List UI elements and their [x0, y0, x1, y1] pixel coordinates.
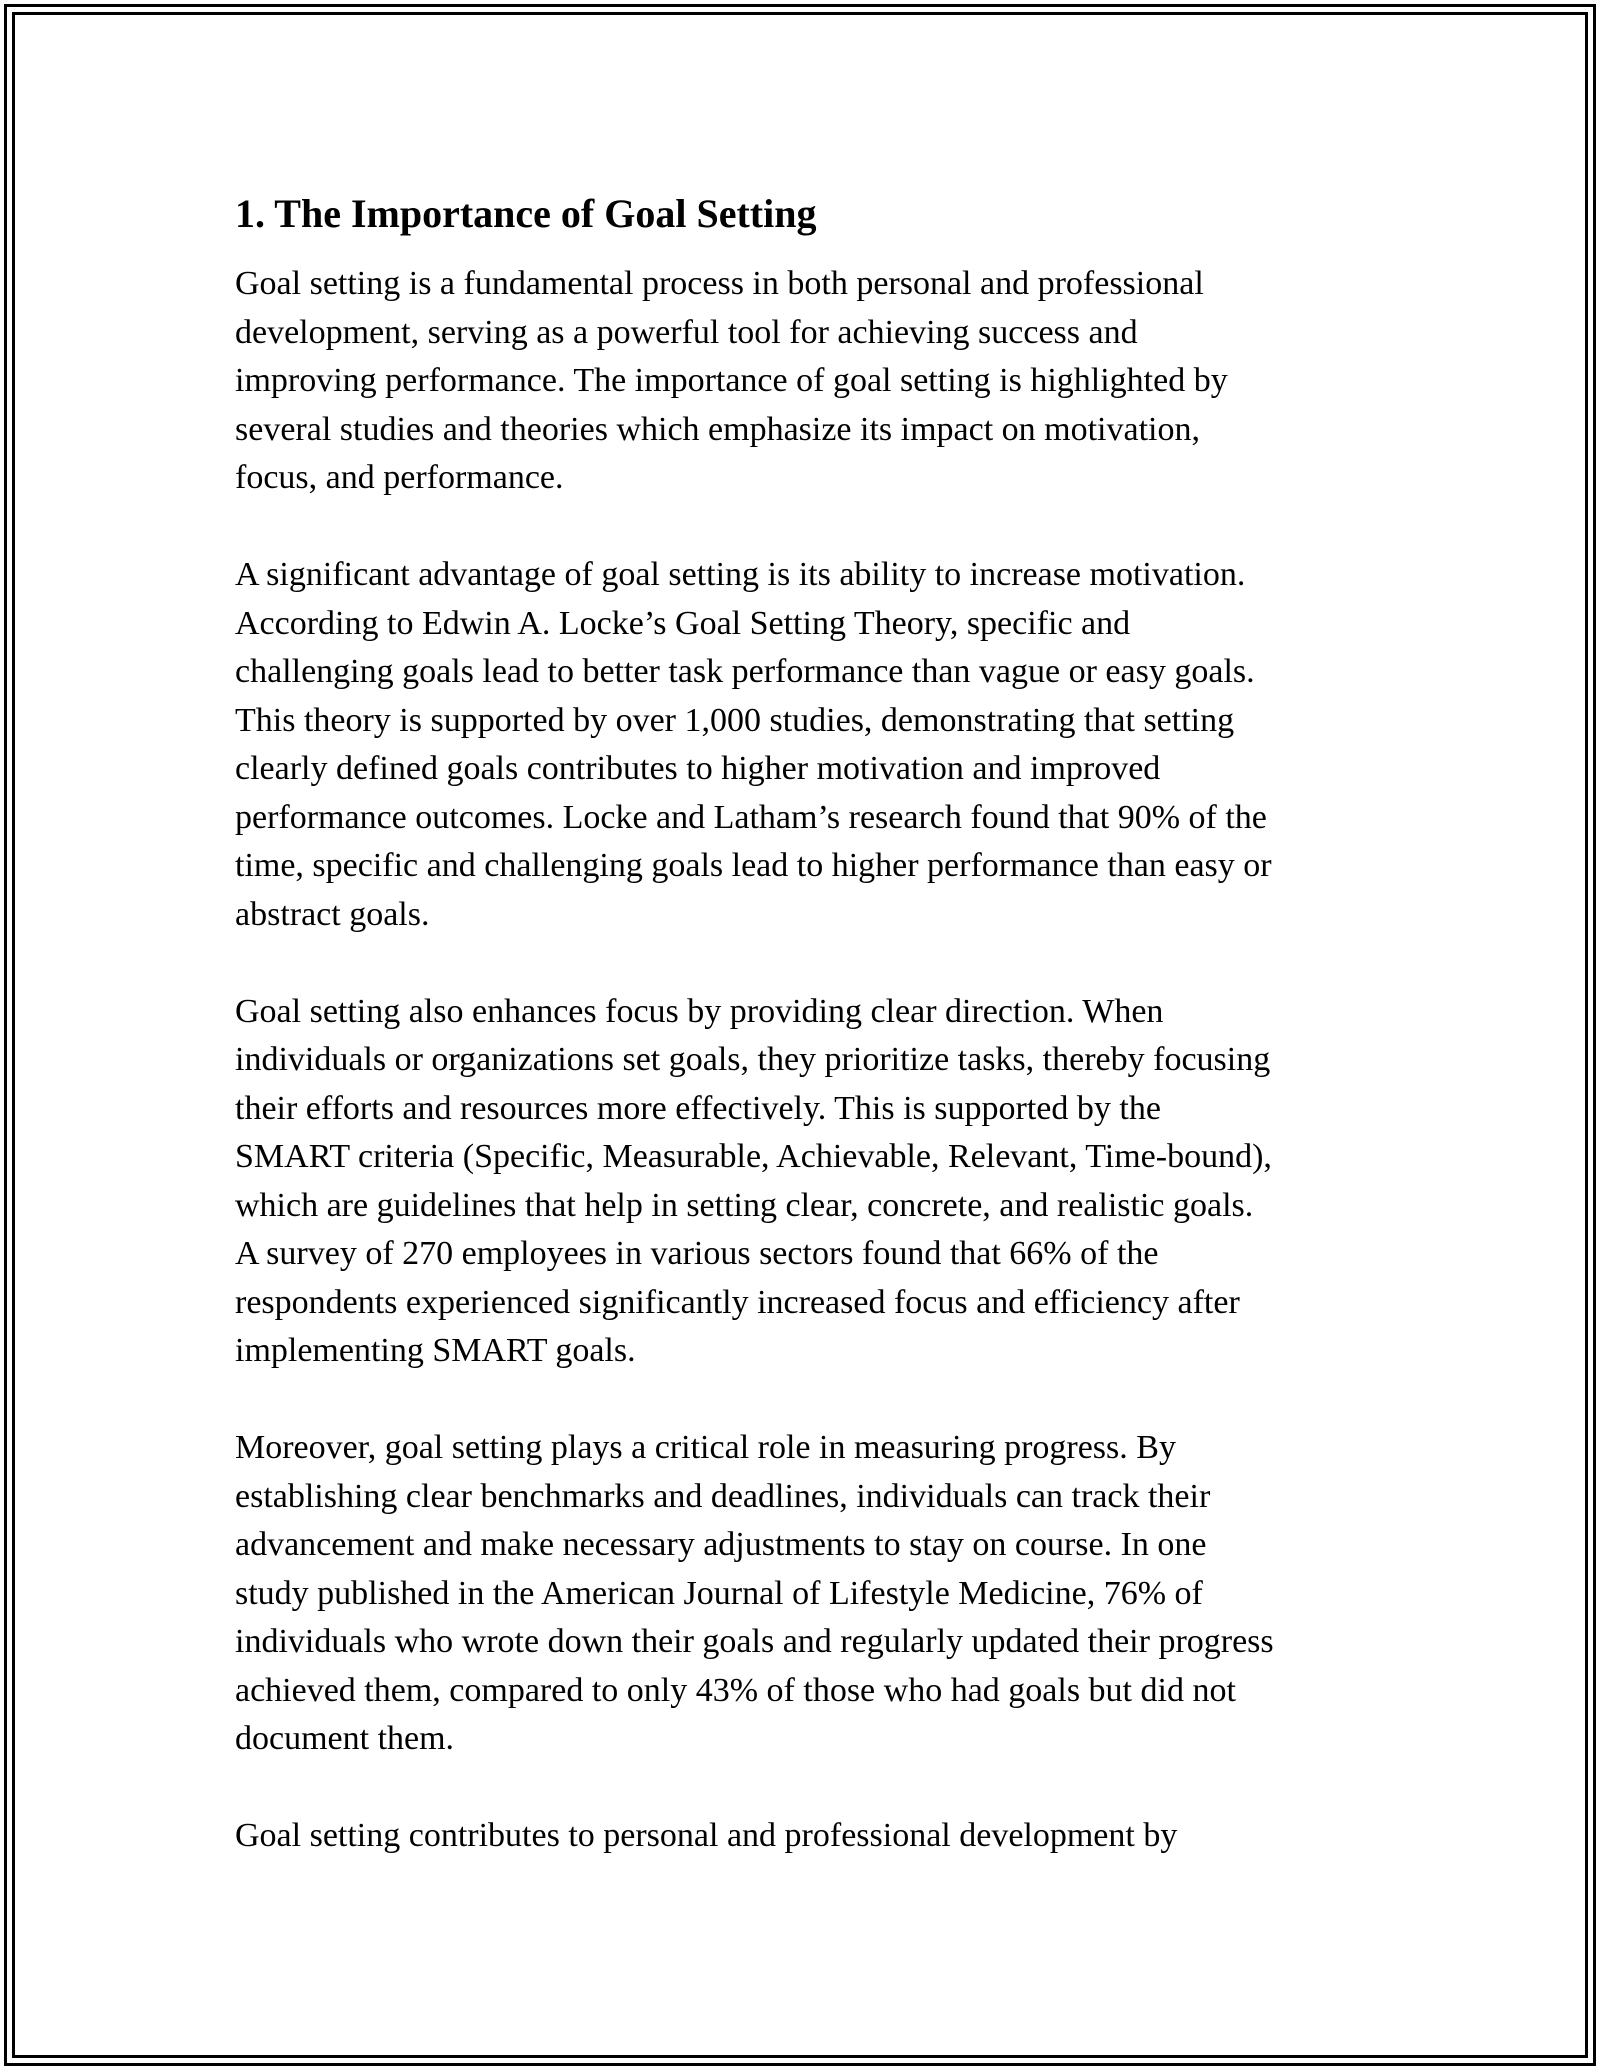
text-line: development, serving as a powerful tool for achieving success and: [235, 313, 1138, 351]
section-heading: 1. The Importance of Goal Setting: [235, 191, 817, 236]
text-line: challenging goals lead to better task performance than vague or easy goals.: [235, 653, 1255, 690]
text-line: A significant advantage of goal setting is its ability to increase motivation.: [235, 556, 1246, 593]
text-line: document them.: [235, 1720, 455, 1757]
text-line: several studies and theories which emphasize its impact on motivation,: [235, 410, 1200, 448]
text-line: focus, and performance.: [235, 459, 564, 496]
text-line: which are guidelines that help in setting clear, concrete, and realistic goals.: [235, 1186, 1254, 1224]
text-line: Goal setting is a fundamental process in both personal and professional: [235, 265, 1204, 302]
text-line: SMART criteria (Specific, Measurable, Achievable, Relevant, Time-bound),: [235, 1138, 1272, 1175]
text-line: individuals or organizations set goals, they prioritize tasks, thereby focusing: [235, 1041, 1271, 1078]
paragraph-list: [235, 260, 1370, 1861]
text-line: establishing clear benchmarks and deadlines, individuals can track their: [235, 1477, 1211, 1515]
text-line: improving performance. The importance of goal setting is highlighted by: [235, 362, 1228, 399]
text-line: individuals who wrote down their goals and regularly updated their progress: [235, 1623, 1274, 1660]
text-line: According to Edwin A. Locke’s Goal Setting Theory, specific and: [235, 604, 1131, 642]
paragraph: [235, 1812, 1370, 1861]
paragraph: [235, 551, 1370, 939]
text-line: Goal setting contributes to personal and professional development by: [235, 1817, 1178, 1854]
text-line: advancement and make necessary adjustments to stay on course. In one: [235, 1526, 1207, 1563]
paragraph: [235, 260, 1370, 503]
text-line: study published in the American Journal of Lifestyle Medicine, 76% of: [235, 1574, 1203, 1612]
text-line: Moreover, goal setting plays a critical role in measuring progress. By: [235, 1429, 1176, 1466]
text-line: their efforts and resources more effectively. This is supported by the: [235, 1089, 1161, 1127]
text-line: achieved them, compared to only 43% of those who had goals but did not: [235, 1671, 1236, 1709]
text-line: abstract goals.: [235, 895, 430, 933]
text-line: implementing SMART goals.: [235, 1332, 636, 1369]
text-line: respondents experienced significantly increased focus and efficiency after: [235, 1283, 1240, 1321]
paragraph: [235, 1424, 1370, 1764]
text-line: This theory is supported by over 1,000 studies, demonstrating that setting: [235, 701, 1235, 739]
document-body: [235, 188, 1370, 1861]
text-line: performance outcomes. Locke and Latham’s research found that 90% of the: [235, 798, 1267, 836]
paragraph: [235, 988, 1370, 1376]
text-line: Goal setting also enhances focus by providing clear direction. When: [235, 992, 1164, 1030]
text-line: time, specific and challenging goals lead to higher performance than easy or: [235, 847, 1272, 884]
text-line: A survey of 270 employees in various sectors found that 66% of the: [235, 1235, 1159, 1272]
text-line: clearly defined goals contributes to higher motivation and improved: [235, 750, 1161, 787]
